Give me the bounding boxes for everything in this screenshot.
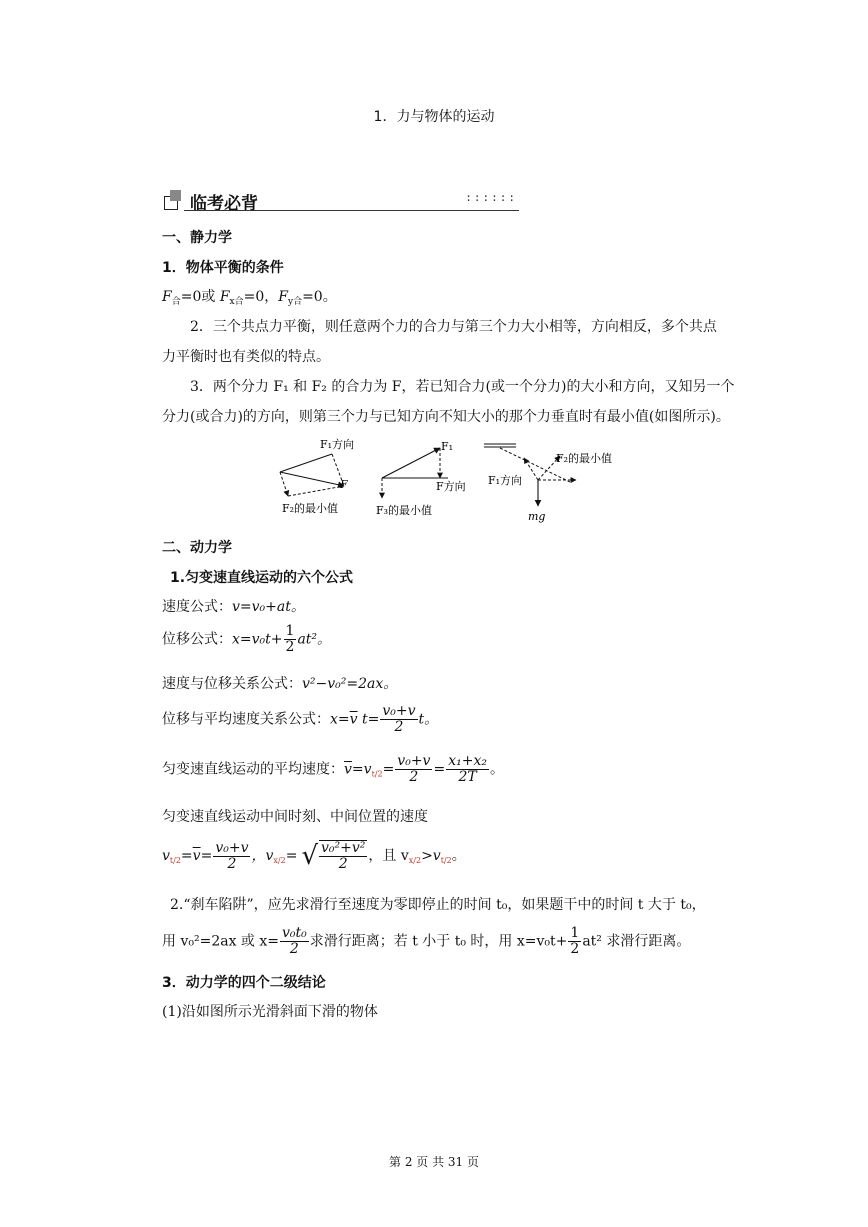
svg-text:F₂的最小值: F₂的最小值 [556, 452, 613, 465]
item-equilibrium-condition: 1．物体平衡的条件 [162, 260, 284, 276]
brake-trap-line-1: 2.“刹车陷阱”，应先求滑行至速度为零即停止的时间 t₀，如果题干中的时间 t 大于 t₀， [170, 897, 706, 913]
svg-text:F₃的最小值: F₃的最小值 [376, 504, 433, 517]
brake-trap-line-2: 用 v₀²=2ax 或 x= $\frac{\text{v₀t₀}}{2}$ 求滑行距离；若 t 小于 t₀ 时，用 x=v₀t+ $\frac{1}{2}$ at² 求滑行距离。 [162, 925, 691, 957]
page-footer: 第 2 页 共 31 页 [389, 1155, 479, 1169]
svg-text:F: F [340, 478, 348, 491]
banner-label: 临考必背 [190, 194, 258, 214]
svg-text:F₁: F₁ [441, 440, 454, 453]
diagram-a [280, 437, 354, 515]
midpoint-velocity-formula: $v_{t/2}=\overline{v}=$ $\frac{\text{v₀+v}}{2}$ ，$v_{x/2}=$ √ $\frac{\text{v₀²+v²}}{2}$ ，且 $v_{x/2}>v_{t/2}$。 [162, 839, 466, 872]
paragraph-3-line-2: 分力(或合力)的方向，则第三个力与已知方向不知大小的那个力垂直时有最小值(如图所示)。 [162, 409, 730, 425]
mean-velocity-formula: 匀变速直线运动的平均速度：$\overline{v}=v_{t/2}=$ $\frac{\text{v₀+v}}{2}$ = $\frac{\text{x₁+x₂}}{2T}$ 。 [162, 753, 504, 785]
heading-statics: 一、静力学 [162, 230, 232, 246]
average-velocity-displacement-formula: 位移与平均速度关系公式：$x=\overline{v}$ t= $\frac{\text{v₀+v}}{2}$ t。 [162, 703, 439, 735]
midpoint-velocity-label: 匀变速直线运动中间时刻、中间位置的速度 [162, 809, 428, 825]
equilibrium-formula: $F_合=0$或 $F_{x合}=0$，$F_{y合}=0$。 [162, 289, 337, 307]
section-banner [162, 189, 519, 213]
velocity-formula: 速度公式：v=v₀+at。 [162, 599, 305, 615]
svg-text:F₂的最小值: F₂的最小值 [282, 502, 339, 515]
force-diagrams [270, 434, 630, 526]
paragraph-2-line-1: 2．三个共点力平衡，则任意两个力的合力与第三个力大小相等，方向相反，多个共点 [190, 319, 717, 335]
diagram-c [484, 444, 612, 523]
svg-text:F₁方向: F₁方向 [320, 438, 355, 451]
banner-shadow-square-icon [170, 190, 181, 201]
page-title: 1．力与物体的运动 [373, 109, 495, 125]
item-four-conclusions: 3．动力学的四个二级结论 [162, 975, 326, 991]
heading-dynamics: 二、动力学 [162, 540, 232, 556]
paragraph-3-line-1: 3．两个分力 F₁ 和 F₂ 的合力为 F，若已知合力(或一个分力)的大小和方向，又知另一个 [190, 379, 735, 395]
banner-dots: :::::: [465, 191, 517, 204]
svg-text:F方向: F方向 [436, 480, 466, 493]
item-six-formulas: 1.匀变速直线运动的六个公式 [170, 570, 354, 586]
svg-text:mg: mg [528, 510, 546, 523]
displacement-formula: 位移公式：x=v₀t+ $\frac{1}{2}$ at²。 [162, 623, 332, 655]
velocity-displacement-formula: 速度与位移关系公式：v²−v₀²=2ax。 [162, 676, 398, 692]
conclusion-1-text: (1)沿如图所示光滑斜面下滑的物体 [162, 1004, 378, 1020]
svg-text:F₁方向: F₁方向 [488, 474, 523, 487]
banner-underline [184, 210, 519, 211]
diagram-b [376, 440, 466, 517]
paragraph-2-line-2: 力平衡时也有类似的特点。 [162, 349, 330, 365]
